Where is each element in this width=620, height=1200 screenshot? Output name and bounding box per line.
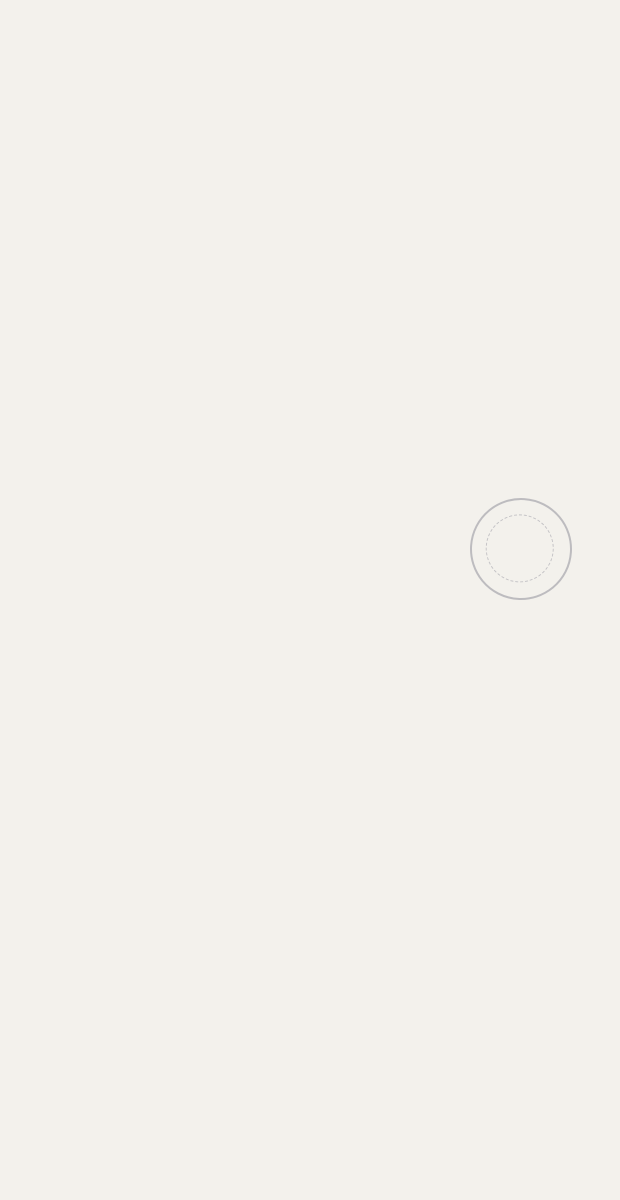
- stamp-seal: [457, 485, 586, 614]
- watermark-logo: [502, 1146, 612, 1192]
